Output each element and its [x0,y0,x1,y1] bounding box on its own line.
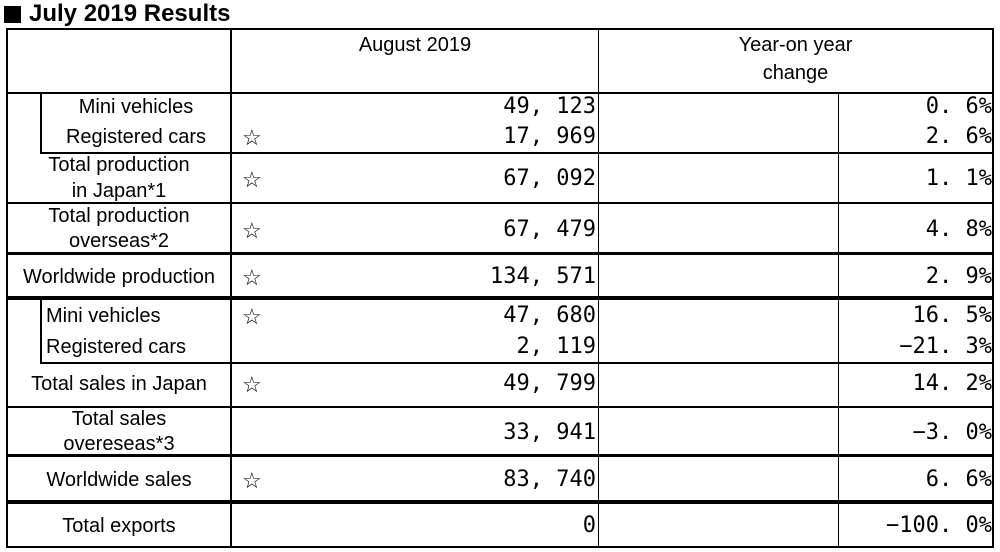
change-registered-sales: −21. 3% [899,334,992,359]
change-mini-sales: 16. 5% [912,303,992,328]
production-japan-line [6,202,994,204]
table-border-bottom [6,546,994,548]
change-total-production-overseas: 4. 8% [925,217,992,242]
title-text: July 2019 Results [29,0,231,27]
value-worldwide-production: 134, 571 [490,264,596,289]
star-icon: ☆ [242,304,262,329]
change-registered-production: 2. 6% [925,124,992,149]
production-worldwide-line [6,296,994,300]
star-icon: ☆ [242,125,262,150]
change-total-sales-overseas: −3. 0% [912,420,992,445]
sales-worldwide-line [6,500,994,504]
value-registered-sales: 2, 119 [516,334,596,359]
change-worldwide-sales: 6. 6% [925,467,992,492]
row-label-total-production-overseas-2: overseas*2 [68,230,170,252]
row-label-total-production-japan-1: Total production [48,154,190,176]
value-worldwide-sales: 83, 740 [503,467,596,492]
star-icon: ☆ [242,372,262,397]
change-total-exports: −100. 0% [886,513,992,538]
sales-subtotal-line [40,362,994,364]
star-icon: ☆ [242,265,262,290]
change-worldwide-production: 2. 9% [925,264,992,289]
row-label-registered-sales: Registered cars [46,336,187,358]
row-label-total-sales-japan: Total sales in Japan [31,373,207,395]
value-registered-production: 17, 969 [503,124,596,149]
change-mini-production: 0. 6% [925,94,992,119]
row-label-registered-production: Registered cars [65,126,207,148]
production-overseas-line [6,252,994,255]
value-mini-sales: 47, 680 [503,303,596,328]
row-label-total-production-japan-2: in Japan*1 [71,180,167,202]
col-separator-value [598,28,599,548]
change-total-production-japan: 1. 1% [925,166,992,191]
row-label-worldwide-sales: Worldwide sales [46,469,192,491]
header-month: August 2019 [358,34,472,56]
header-yoy-line2: change [762,62,829,84]
header-yoy-line1: Year-on year [738,34,853,56]
star-icon: ☆ [242,167,262,192]
row-label-total-exports: Total exports [62,515,176,537]
row-label-total-sales-overseas-1: Total sales [71,408,167,430]
value-total-sales-japan: 49, 799 [503,371,596,396]
value-total-exports: 0 [582,513,596,538]
star-icon: ☆ [242,468,262,493]
col-separator-label [230,28,232,548]
star-icon: ☆ [242,218,262,243]
row-label-total-sales-overseas-2: overeseas*3 [63,433,175,455]
value-total-production-overseas: 67, 479 [503,217,596,242]
row-label-total-production-overseas-1: Total production [48,205,190,227]
value-total-production-japan: 67, 092 [503,166,596,191]
sales-group-indent [40,300,42,362]
row-label-mini-sales: Mini vehicles [46,305,161,327]
table-border-top [6,28,994,30]
results-table [6,28,994,548]
header-separator [6,92,994,94]
value-total-sales-overseas: 33, 941 [503,420,596,445]
value-mini-production: 49, 123 [503,94,596,119]
row-label-mini-production: Mini vehicles [78,96,194,118]
change-total-sales-japan: 14. 2% [912,371,992,396]
report-title [4,0,230,28]
row-label-worldwide-production: Worldwide production [23,266,215,288]
table-border-right [992,28,994,548]
black-square-icon [4,6,21,23]
